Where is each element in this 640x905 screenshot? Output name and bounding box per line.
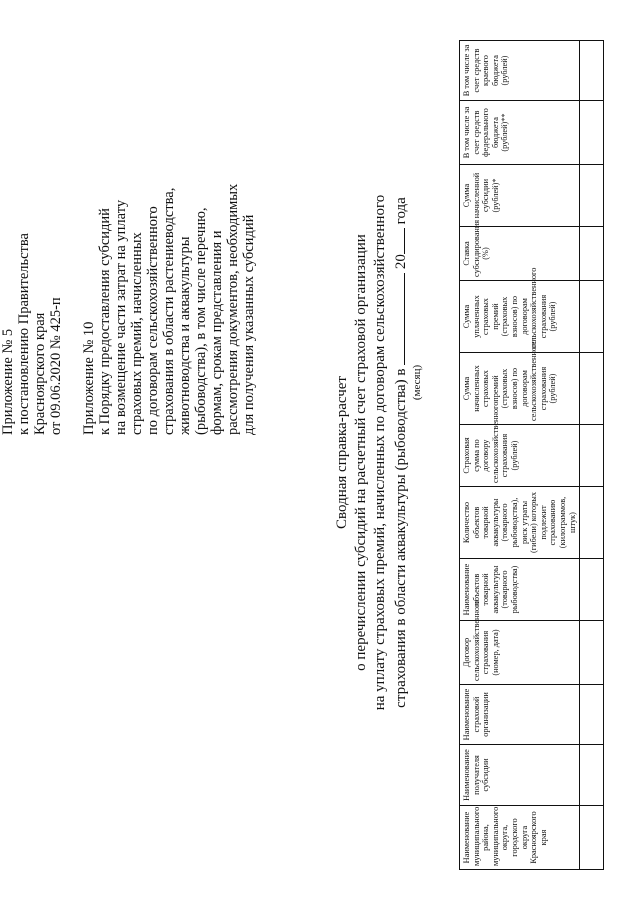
appendix-5-line: Красноярского края bbox=[32, 312, 48, 435]
table-cell bbox=[580, 685, 604, 745]
appendix-10-line: страхования в области растениеводства, bbox=[161, 187, 177, 435]
table-row bbox=[580, 41, 604, 870]
appendix-header bbox=[0, 35, 257, 435]
table-cell bbox=[580, 227, 604, 281]
table-cell bbox=[580, 353, 604, 425]
table-cell bbox=[580, 559, 604, 621]
year-blank bbox=[390, 228, 405, 254]
column-header: Количество объектов товарной аквакультуры (товарного рыбоводства), риск утраты (гибели) которых подлежит страхованию (килограммов, штук) bbox=[460, 487, 580, 559]
column-header: Сумма начисленных страховых премий (страховых взносов) по договорам сельскохозяйственного страхования (рублей) bbox=[460, 353, 580, 425]
appendix-10-line: формам, срокам представления и bbox=[209, 230, 225, 435]
table-cell bbox=[580, 101, 604, 165]
column-header: Сумма начисленной субсидии (рублей)* bbox=[460, 165, 580, 227]
summary-table bbox=[459, 40, 604, 870]
column-header: В том числе за счет средств краевого бюджета (рублей) bbox=[460, 41, 580, 101]
year-prefix: 20 bbox=[393, 254, 409, 270]
appendix-10-line: Приложение № 10 bbox=[81, 321, 97, 435]
title-line: на уплату страховых премий, начисленных по договорам сельскохозяйственного bbox=[372, 194, 388, 711]
appendix-5-line: от 09.06.2020 № 425-п bbox=[48, 297, 64, 435]
appendix-5-line: к постановлению Правительства bbox=[16, 233, 32, 435]
appendix-10-line: для получения указанных субсидий bbox=[241, 214, 257, 435]
appendix-10-line: рассмотрения документов, необходимых bbox=[225, 183, 241, 435]
table-cell bbox=[580, 487, 604, 559]
column-header: Ставка субсидирования (%) bbox=[460, 227, 580, 281]
appendix-10-line: страховых премий, начисленных bbox=[129, 232, 145, 435]
title-line: о перечислении субсидий на расчетный счет страховой организации bbox=[353, 234, 369, 671]
column-header: Сумма уплаченных страховых премий (страховых взносов) по договорам сельскохозяйственного страхования (рублей) bbox=[460, 281, 580, 353]
column-header: Договор сельскохозяйственного страхования (номер, дата) bbox=[460, 621, 580, 685]
column-header: Наименование страховой организации bbox=[460, 685, 580, 745]
column-header: Наименование муниципального района, муниципального округа, городского округа Красноярского края bbox=[460, 806, 580, 870]
appendix-10-line: к Порядку предоставления субсидий bbox=[97, 208, 113, 435]
appendix-5-line: Приложение № 5 bbox=[0, 328, 16, 435]
column-header: В том числе за счет средств федерального бюджета (рублей)** bbox=[460, 101, 580, 165]
period-line bbox=[390, 0, 411, 905]
table-cell bbox=[580, 745, 604, 806]
table-cell bbox=[580, 806, 604, 870]
month-blank bbox=[390, 273, 405, 365]
month-caption: (месяц) bbox=[411, 364, 423, 401]
appendix-10-line: животноводства и аквакультуры bbox=[177, 236, 193, 435]
table-header-row bbox=[460, 41, 580, 870]
column-header: Наименование объектов товарной аквакультуры (товарного рыбоводства) bbox=[460, 559, 580, 621]
document-title bbox=[333, 0, 423, 905]
period-prefix: страхования в области аквакультуры (рыбоводства) в bbox=[393, 368, 409, 708]
table-cell bbox=[580, 41, 604, 101]
title-line: Сводная справка-расчет bbox=[334, 376, 350, 529]
column-header: Страховая сумма по договору сельскохозяйственного страхования (рублей) bbox=[460, 425, 580, 487]
table-cell bbox=[580, 281, 604, 353]
appendix-10-line: на возмещение части затрат на уплату bbox=[113, 199, 129, 435]
year-suffix: года bbox=[393, 197, 409, 225]
appendix-10-line: по договорам сельскохозяйственного bbox=[145, 206, 161, 435]
table-cell bbox=[580, 425, 604, 487]
table-cell bbox=[580, 165, 604, 227]
column-header: Наименование получателя субсидии bbox=[460, 745, 580, 806]
spacer bbox=[64, 35, 81, 435]
appendix-10-line: (рыбоводства), в том числе перечню, bbox=[193, 207, 209, 435]
table-cell bbox=[580, 621, 604, 685]
